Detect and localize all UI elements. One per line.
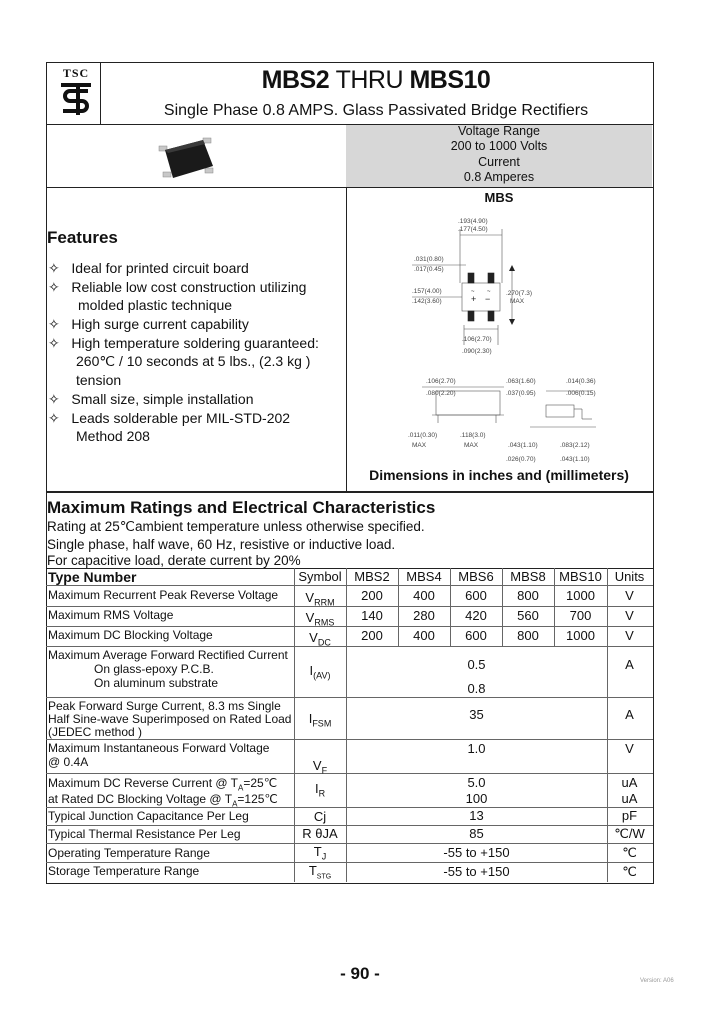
table-cell: 140 bbox=[361, 608, 383, 623]
table-cell: 5.0 bbox=[467, 775, 486, 790]
table-unit: ℃ bbox=[622, 845, 637, 860]
voltage-range-label: Voltage Range bbox=[457, 124, 540, 138]
feature-item-continuation: molded plastic technique bbox=[78, 297, 233, 313]
table-row-label: Typical Thermal Resistance Per Leg bbox=[48, 827, 241, 841]
table-symbol: $V_{DC}$ bbox=[309, 630, 331, 648]
table-symbol: $T_{STG}$ bbox=[308, 863, 332, 881]
dim-label: .014(0.36) bbox=[566, 378, 596, 385]
table-row-label: Operating Temperature Range bbox=[48, 846, 210, 860]
feature-item-continuation: 260℃ / 10 seconds at 5 lbs., (2.3 kg ) bbox=[76, 353, 311, 369]
minus-sign: − bbox=[485, 294, 491, 304]
feature-item: ✧ Ideal for printed circuit board bbox=[48, 260, 249, 276]
table-row-label: On aluminum substrate bbox=[94, 676, 219, 690]
table-rule bbox=[46, 773, 653, 774]
table-cell: 13 bbox=[469, 808, 484, 823]
voltage-range-value: 200 to 1000 Volts bbox=[450, 139, 548, 153]
diamond-icon: ✧ bbox=[48, 316, 60, 332]
table-symbol: $I_R$ bbox=[314, 781, 326, 799]
dim-label: .026(0.70) bbox=[506, 456, 536, 463]
table-row-label: Maximum DC Reverse Current @ $T_A=25℃$ bbox=[48, 776, 278, 793]
table-symbol: $I_{(AV)}$ bbox=[309, 663, 331, 681]
dim-label: .118(3.0) bbox=[460, 432, 486, 439]
dim-label: .106(2.70) bbox=[462, 336, 492, 343]
table-rule bbox=[46, 646, 653, 647]
ac-mark: ~ bbox=[471, 289, 475, 295]
feature-item: ✧ Small size, simple installation bbox=[48, 391, 254, 407]
table-unit: V bbox=[625, 608, 634, 623]
table-row-label: Half Sine-wave Superimposed on Rated Load bbox=[48, 712, 292, 726]
table-rule bbox=[46, 843, 653, 844]
table-row-label: Maximum RMS Voltage bbox=[48, 608, 174, 622]
component-photo bbox=[155, 132, 225, 184]
table-header: MBS8 bbox=[510, 569, 546, 584]
page-title bbox=[100, 66, 652, 95]
version-code: Version: A06 bbox=[640, 978, 674, 984]
table-rule bbox=[46, 626, 653, 627]
title-thru: THRU bbox=[335, 66, 404, 94]
table-cell: 280 bbox=[413, 608, 435, 623]
table-cell: 0.5 bbox=[467, 657, 486, 672]
table-cell: 800 bbox=[517, 628, 539, 643]
table-row-label: Maximum DC Blocking Voltage bbox=[48, 628, 213, 642]
voltage-box-bottom-rule bbox=[346, 187, 653, 188]
feature-item: ✧ Leads solderable per MIL-STD-202 bbox=[48, 410, 291, 426]
ratings-note: Rating at 25℃ambient temperature unless otherwise specified. bbox=[47, 519, 425, 534]
table-symbol: $I_{FSM}$ bbox=[308, 711, 332, 729]
table-cell: 600 bbox=[465, 628, 487, 643]
table-row-label: Maximum Recurrent Peak Reverse Voltage bbox=[48, 588, 279, 602]
table-cell: 200 bbox=[361, 628, 383, 643]
table-rule bbox=[46, 739, 653, 740]
feature-item-continuation: Method 208 bbox=[76, 428, 150, 444]
ratings-note: For capacitive load, derate current by 20% bbox=[47, 553, 301, 568]
dim-label: .017(0.45) bbox=[414, 266, 444, 273]
table-row-label: Maximum Instantaneous Forward Voltage bbox=[48, 741, 270, 755]
feature-item: ✧ High surge current capability bbox=[48, 316, 249, 332]
diamond-icon: ✧ bbox=[48, 260, 60, 276]
table-rule bbox=[46, 862, 653, 863]
page-subtitle: Single Phase 0.8 AMPS. Glass Passivated Bridge Rectifiers bbox=[163, 102, 589, 119]
table-cell: 400 bbox=[413, 628, 435, 643]
plus-sign: + bbox=[471, 294, 477, 304]
dim-label: .043(1.10) bbox=[508, 442, 538, 449]
table-unit: pF bbox=[621, 808, 638, 823]
table-cell: 1000 bbox=[566, 628, 595, 643]
dim-label: .157(4.00) bbox=[412, 288, 442, 295]
table-row-label: On glass-epoxy P.C.B. bbox=[94, 662, 214, 676]
table-header: MBS4 bbox=[406, 569, 442, 584]
table-symbol: Cj bbox=[313, 809, 327, 824]
table-cell: 560 bbox=[517, 608, 539, 623]
table-cell: 0.8 bbox=[467, 681, 486, 696]
dim-label: .142(3.60) bbox=[412, 298, 442, 305]
current-label: Current bbox=[478, 155, 520, 169]
table-row-label: Storage Temperature Range bbox=[48, 864, 200, 878]
table-cell: 35 bbox=[469, 707, 484, 722]
feature-item: ✧ High temperature soldering guaranteed: bbox=[48, 335, 319, 351]
ac-mark: ~ bbox=[487, 289, 491, 295]
current-value: 0.8 Amperes bbox=[463, 170, 535, 184]
dimensions-caption: Dimensions in inches and (millimeters) bbox=[369, 467, 629, 483]
dim-label: .063(1.60) bbox=[506, 378, 536, 385]
features-heading: Features bbox=[47, 228, 118, 247]
table-symbol: $V_{RRM}$ bbox=[305, 590, 335, 608]
table-cell: 420 bbox=[465, 608, 487, 623]
ratings-note: Single phase, half wave, 60 Hz, resistive or inductive load. bbox=[47, 537, 396, 552]
dim-label: MAX bbox=[464, 442, 479, 449]
diamond-icon: ✧ bbox=[48, 391, 60, 407]
table-row-label: Maximum Average Forward Rectified Current bbox=[48, 648, 288, 662]
table-cell: 800 bbox=[517, 588, 539, 603]
tsc-logo bbox=[58, 66, 94, 118]
table-unit: V bbox=[625, 628, 634, 643]
ratings-heading: Maximum Ratings and Electrical Characteristics bbox=[47, 498, 436, 517]
diamond-icon: ✧ bbox=[48, 410, 60, 426]
table-cell: 200 bbox=[361, 588, 383, 603]
table-cell: -55 to +150 bbox=[443, 864, 510, 879]
table-cell: -55 to +150 bbox=[443, 845, 510, 860]
table-unit: A bbox=[625, 707, 634, 722]
logo-text: TSC bbox=[62, 66, 90, 80]
logo-mark-icon bbox=[58, 81, 94, 119]
page-number: - 90 - bbox=[340, 964, 380, 983]
table-rule bbox=[46, 585, 653, 586]
dim-label: .037(0.95) bbox=[506, 390, 536, 397]
table-header: Symbol bbox=[298, 569, 342, 584]
table-symbol: $T_J$ bbox=[313, 844, 327, 862]
dim-label: .177(4.50) bbox=[458, 226, 488, 233]
table-cell: 85 bbox=[469, 826, 484, 841]
dim-label: MAX bbox=[412, 442, 427, 449]
table-rule bbox=[46, 606, 653, 607]
dim-label: .193(4.90) bbox=[458, 218, 488, 225]
table-cell: 400 bbox=[413, 588, 435, 603]
table-header: MBS2 bbox=[354, 569, 390, 584]
dim-label: .083(2.12) bbox=[560, 442, 590, 449]
table-cell: 700 bbox=[569, 608, 592, 623]
dim-label: .106(2.70) bbox=[426, 378, 456, 385]
dim-label: .043(1.10) bbox=[560, 456, 590, 463]
table-header: Type Number bbox=[48, 569, 137, 585]
table-unit: ℃ bbox=[622, 864, 637, 879]
dim-label: MAX bbox=[510, 298, 525, 305]
table-symbol: R θJA bbox=[302, 826, 338, 841]
dim-label: .090(2.30) bbox=[462, 348, 492, 355]
feature-item-continuation: tension bbox=[76, 372, 122, 388]
table-unit: uA bbox=[621, 775, 638, 790]
dim-label: .080(2.20) bbox=[426, 390, 456, 397]
title-part2: MBS10 bbox=[409, 66, 491, 94]
table-cell: 1000 bbox=[566, 588, 595, 603]
table-unit: A bbox=[625, 657, 634, 672]
table-header: Units bbox=[614, 569, 645, 584]
table-rule bbox=[46, 825, 653, 826]
table-row-label: Typical Junction Capacitance Per Leg bbox=[48, 809, 249, 823]
table-row-label: Peak Forward Surge Current, 8.3 ms Single bbox=[48, 699, 281, 713]
table-cell: 600 bbox=[465, 588, 487, 603]
table-symbol: $V_{RMS}$ bbox=[305, 610, 335, 628]
table-unit: V bbox=[625, 588, 634, 603]
table-rule bbox=[46, 697, 653, 698]
diamond-icon: ✧ bbox=[48, 279, 60, 295]
feature-item: ✧ Reliable low cost construction utilizing bbox=[48, 279, 307, 295]
table-row-label: @ 0.4A bbox=[48, 755, 89, 769]
table-header: MBS6 bbox=[458, 569, 494, 584]
dim-label: .011(0.30) bbox=[408, 432, 438, 439]
dim-label: .031(0.80) bbox=[414, 256, 444, 263]
title-part1: MBS2 bbox=[261, 66, 330, 94]
table-unit: V bbox=[625, 741, 634, 756]
package-label: MBS bbox=[484, 190, 514, 205]
table-unit: uA bbox=[621, 791, 638, 806]
table-cell: 1.0 bbox=[467, 741, 486, 756]
features-top-rule bbox=[46, 187, 346, 188]
top-view-body bbox=[462, 283, 500, 311]
table-cell: 100 bbox=[465, 791, 488, 806]
diamond-icon: ✧ bbox=[48, 335, 60, 351]
table-unit: ℃/W bbox=[614, 826, 645, 841]
table-symbol: $V_F$ bbox=[312, 758, 328, 776]
table-header: MBS10 bbox=[559, 569, 602, 584]
table-row-label: at Rated DC Blocking Voltage @ $T_A=125℃$ bbox=[48, 792, 278, 809]
dim-label: .270(7.3) bbox=[506, 290, 533, 297]
table-row-label: (JEDEC method ) bbox=[48, 725, 143, 739]
dimension-drawing bbox=[346, 205, 652, 465]
dim-label: .006(0.15) bbox=[566, 390, 596, 397]
